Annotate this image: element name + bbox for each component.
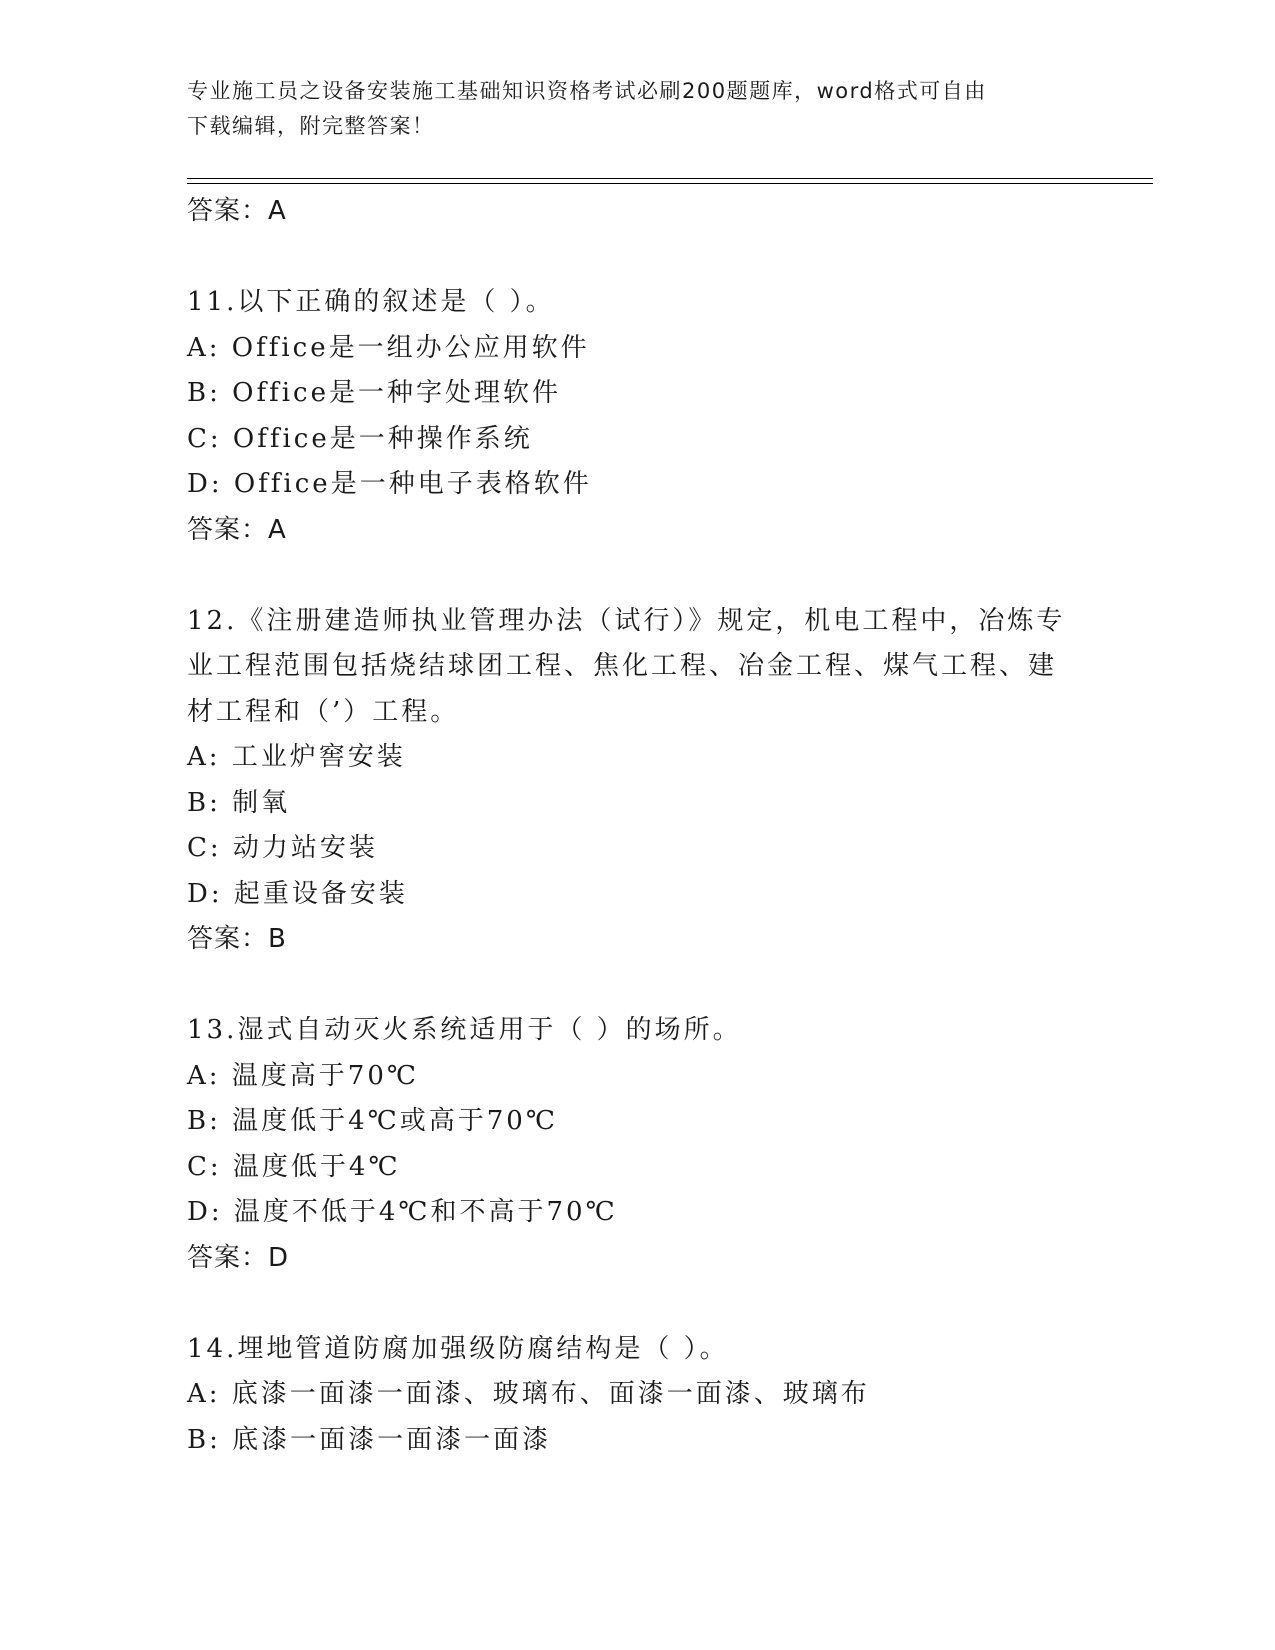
spacer [187,963,1087,1009]
question-stem: 14.埋地管道防腐加强级防腐结构是（ ）。 [187,1333,729,1364]
header-line-1: 专业施工员之设备安装施工基础知识资格考试必刷200题题库，word格式可自由 [187,79,987,103]
answer: 答案：B [187,924,287,954]
question-stem: 11.以下正确的叙述是（ ）。 [187,287,555,317]
option-a: A: Office是一组办公应用软件 [187,332,590,363]
previous-answer: 答案：A [187,196,287,226]
question-12 [187,599,1087,963]
question-list [187,189,1087,1463]
spacer [187,1281,1087,1327]
spacer [187,553,1087,599]
header-rule-top [187,178,1153,179]
question-13 [187,1008,1087,1281]
question-stem: 13.湿式自动灭火系统适用于（ ）的场所。 [187,1015,742,1045]
option-a: A: 工业炉窖安装 [187,742,406,772]
option-b: B: 制氧 [187,787,291,818]
header-line-2: 下载编辑，附完整答案！ [187,114,435,138]
option-c: C: Office是一种操作系统 [187,423,533,454]
option-a: A: 底漆一面漆一面漆、玻璃布、面漆一面漆、玻璃布 [187,1379,870,1409]
header-rule-bottom [187,183,1153,184]
answer: 答案：A [187,514,287,545]
spacer [187,235,1087,281]
option-d: D: 温度不低于4℃和不高于70℃ [187,1197,618,1227]
option-a: A: 温度高于70℃ [187,1060,419,1091]
answer: 答案：D [187,1242,290,1273]
option-c: C: 温度低于4℃ [187,1151,401,1182]
option-c: C: 动力站安装 [187,833,378,863]
question-stem-line-3: 材工程和（’）工程。 [187,696,460,727]
document-header [187,74,1067,144]
option-b: B: 底漆一面漆一面漆一面漆 [187,1424,552,1455]
question-stem-line-1: 12.《注册建造师执业管理办法（试行）》规定，机电工程中，冶炼专 [187,605,1066,636]
question-stem-line-2: 业工程范围包括烧结球团工程、焦化工程、冶金工程、煤气工程、建 [187,651,1058,681]
question-14 [187,1327,1087,1464]
option-d: D: Office是一种电子表格软件 [187,469,592,499]
option-b: B: Office是一种字处理软件 [187,378,561,408]
question-11 [187,280,1087,553]
option-b: B: 温度低于4℃或高于70℃ [187,1106,558,1136]
option-d: D: 起重设备安装 [187,878,408,909]
